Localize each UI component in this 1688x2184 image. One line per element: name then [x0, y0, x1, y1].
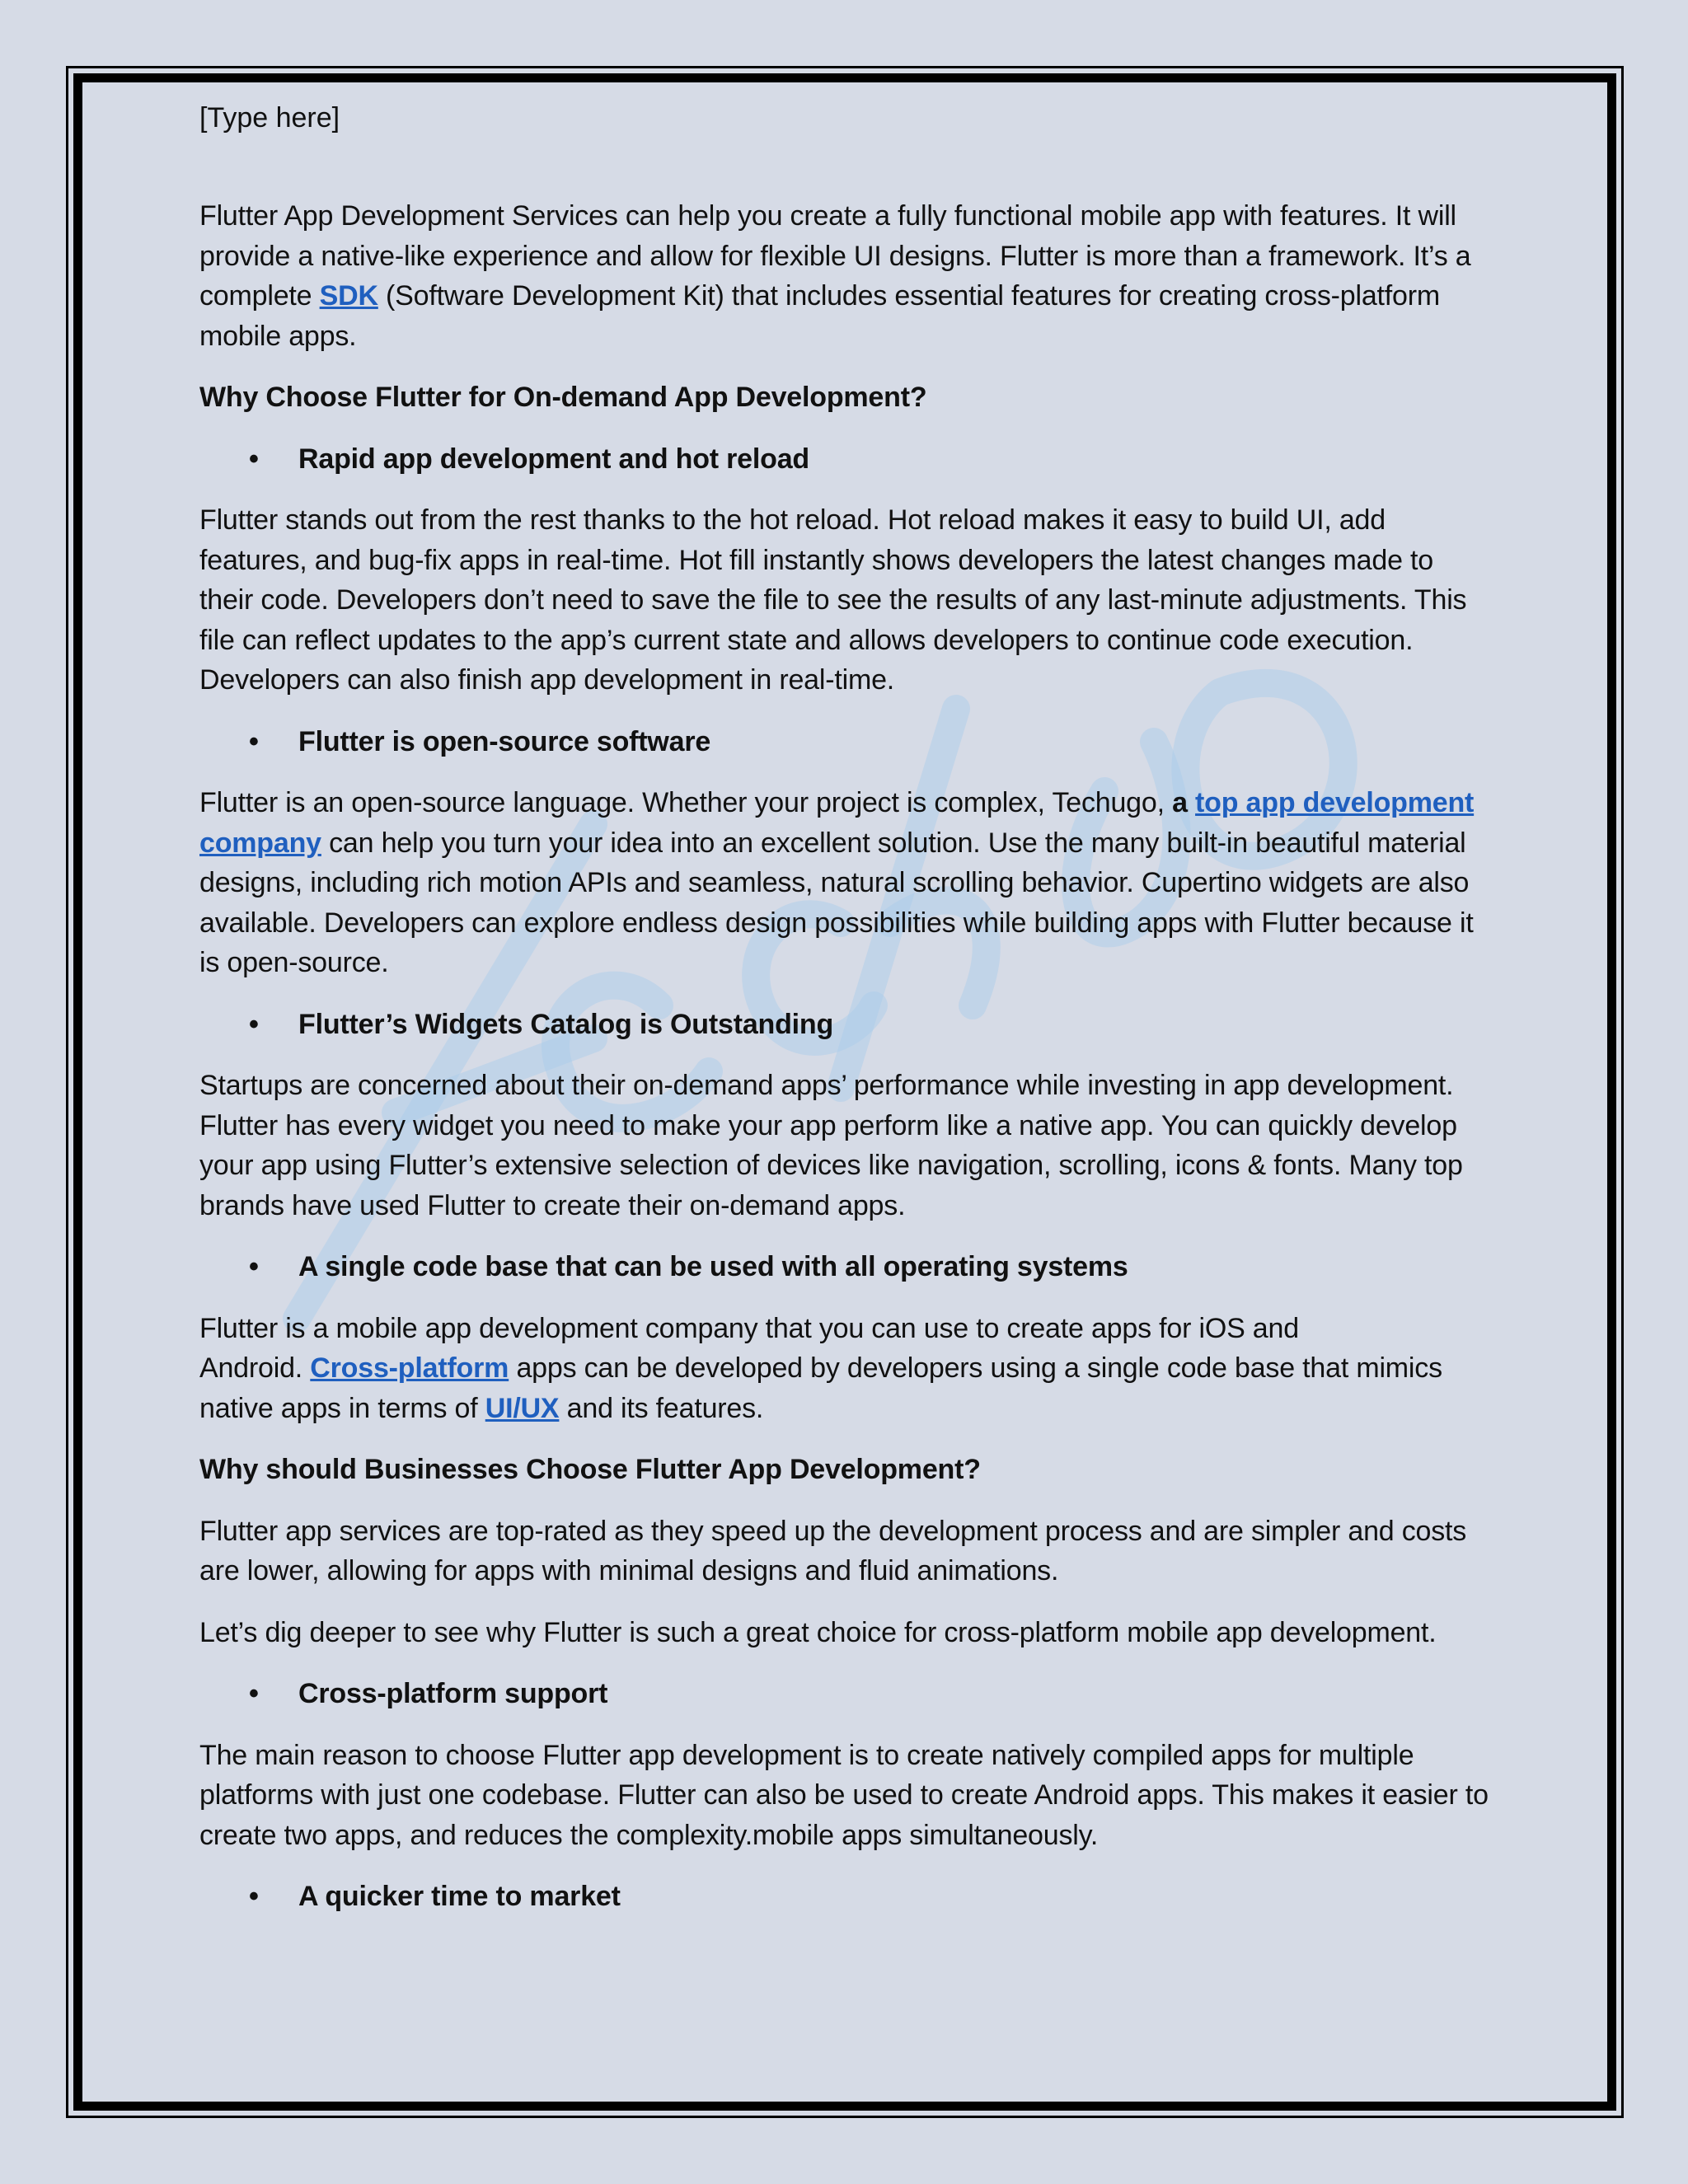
bullet-cross-platform-support: • Cross-platform support [199, 1674, 1493, 1714]
bullet-dot: • [249, 1678, 259, 1709]
bullet-quicker-time-to-market: • A quicker time to market [199, 1877, 1493, 1917]
bullet-dot: • [249, 1881, 259, 1912]
bullet-single-code-base: • A single code base that can be used with all operating systems [199, 1247, 1493, 1287]
bullet-dot: • [249, 1251, 259, 1282]
paragraph-dig-deeper: Let’s dig deeper to see why Flutter is such a great choice for cross-platform mobile app development. [199, 1616, 1437, 1648]
bullet-open-source: • Flutter is open-source software [199, 722, 1493, 762]
bullet-dot: • [249, 1008, 259, 1040]
bullet-rapid-development: • Rapid app development and hot reload [199, 439, 1493, 480]
paragraph-app-services: Flutter app services are top-rated as they speed up the development process and are simpler and costs are lower, allowing for apps with minimal designs and fluid animations. [199, 1515, 1467, 1586]
sdk-link[interactable]: SDK [319, 280, 378, 312]
paragraph-open-source: Flutter is an open-source language. Whether your project is complex, Techugo, a top app development company can help you turn your idea into an excellent solution. Use the many built-in beautiful material designs, including rich motion APIs and seamless, natural scrolling behavior. Cupertino widgets are also available. Developers can explore endless design possibilities while building apps with Flutter because it is open-source. [199, 787, 1475, 978]
intro-paragraph: Flutter App Development Services can help you create a fully functional mobile app with features. It will provide a native-like experience and allow for flexible UI designs. Flutter is more than a framework. It’s a complete SDK (Software Development Kit) that includes essential features for creating cross-platform mobile apps. [199, 200, 1471, 352]
cross-platform-link[interactable]: Cross-platform [310, 1352, 509, 1384]
paragraph-hot-reload: Flutter stands out from the rest thanks to the hot reload. Hot reload makes it easy to build UI, add features, and bug-fix apps in real-time. Hot fill instantly shows developers the latest changes made to their code. Developers don’t need to save the file to see the results of any last-minute adjustments. This file can reflect updates to the app’s current state and allows developers to continue code execution. Developers can also finish app development in real-time. [199, 504, 1467, 696]
section-heading-businesses: Why should Businesses Choose Flutter App Development? [199, 1454, 981, 1485]
header-placeholder: [Type here] [199, 102, 340, 134]
paragraph-single-code-base: Flutter is a mobile app development company that you can use to create apps for iOS and Android. Cross-platform apps can be developed by developers using a single code base that mimics native apps in terms of UI/UX and its features. [199, 1312, 1442, 1424]
paragraph-cross-platform: The main reason to choose Flutter app development is to create natively compiled apps for multiple platforms with just one codebase. Flutter can also be used to create Android apps. This makes it easier to create two apps, and reduces the complexity.mobile apps simultaneously. [199, 1739, 1489, 1851]
section-heading-why-choose: Why Choose Flutter for On-demand App Development? [199, 382, 927, 413]
document-page [199, 97, 1493, 1938]
bullet-dot: • [249, 725, 259, 757]
bullet-widgets-catalog: • Flutter’s Widgets Catalog is Outstanding [199, 1005, 1493, 1045]
bullet-dot: • [249, 443, 259, 475]
paragraph-widgets: Startups are concerned about their on-demand apps’ performance while investing in app development. Flutter has every widget you need to make your app perform like a native app. You can quickly develop your app using Flutter’s extensive selection of devices like navigation, scrolling, icons & fonts. Many top brands have used Flutter to create their on-demand apps. [199, 1070, 1463, 1221]
top-app-development-company-link[interactable]: top app development company [199, 787, 1475, 859]
ui-ux-link[interactable]: UI/UX [485, 1392, 560, 1424]
